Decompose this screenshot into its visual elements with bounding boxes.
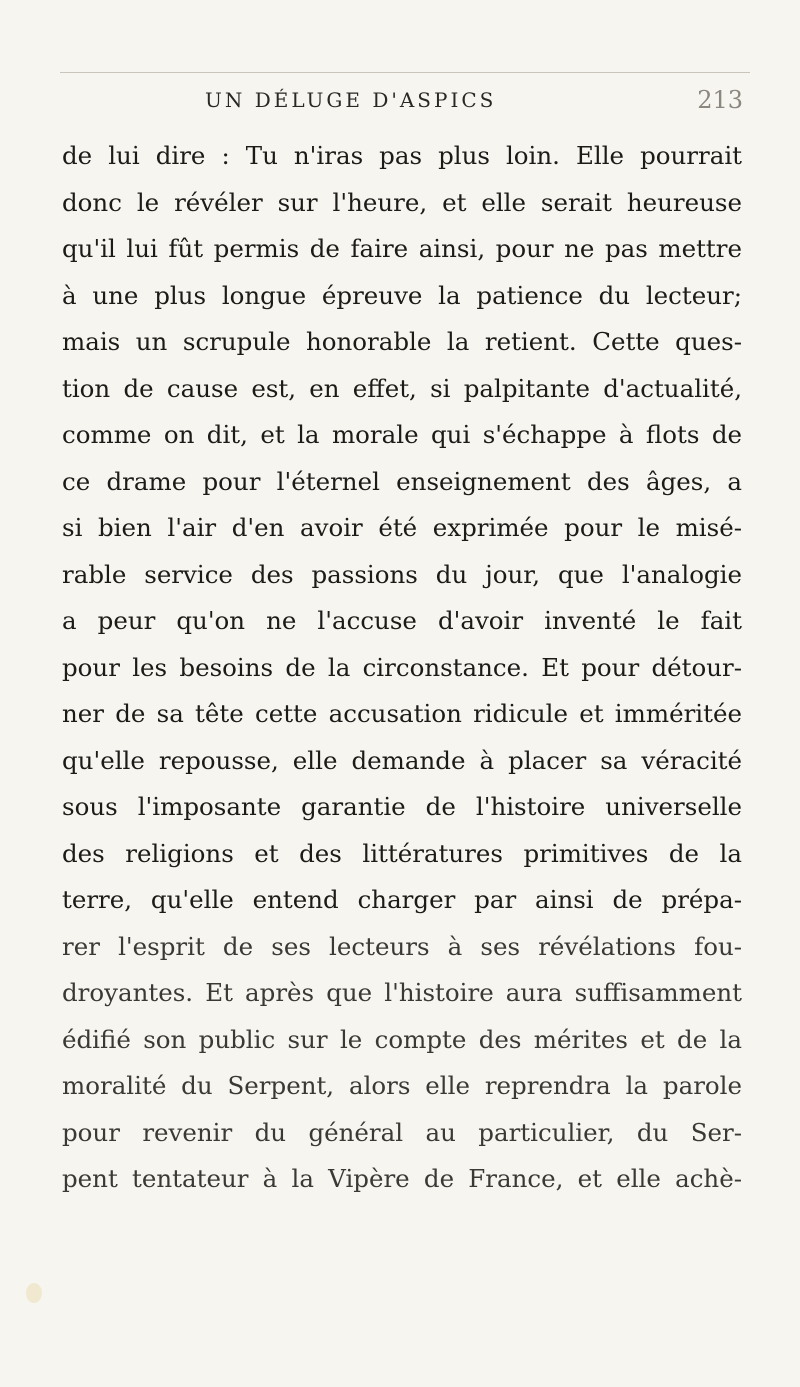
text-line: des religions et des littératures primitives de la	[62, 838, 742, 868]
text-line: qu'il lui fût permis de faire ainsi, pour ne pas mettre	[62, 234, 742, 263]
text-line: à une plus longue épreuve la patience du lecteur;	[62, 280, 742, 310]
body-text	[62, 133, 742, 1203]
text-line: de lui dire : Tu n'iras pas plus loin. Elle pourrait	[62, 141, 742, 170]
text-line: tion de cause est, en effet, si palpitante d'actualité,	[62, 373, 742, 403]
top-rule	[60, 72, 750, 73]
paper-stain	[26, 1283, 42, 1303]
text-line: comme on dit, et la morale qui s'échappe à flots de	[62, 420, 742, 449]
text-line: donc le révéler sur l'heure, et elle serait heureuse	[62, 187, 742, 217]
text-line: sous l'imposante garantie de l'histoire universelle	[62, 792, 742, 821]
running-head-title: UN DÉLUGE D'ASPICS	[205, 88, 497, 112]
text-line: a peur qu'on ne l'accuse d'avoir inventé le fait	[62, 606, 742, 635]
text-line: édifié son public sur le compte des mérites et de la	[62, 1024, 742, 1054]
running-head	[0, 84, 800, 118]
text-line: pour revenir du général au particulier, du Ser-	[62, 1117, 742, 1147]
text-line: pour les besoins de la circonstance. Et pour détour-	[62, 652, 742, 682]
text-line: ner de sa tête cette accusation ridicule et imméritée	[62, 699, 742, 728]
text-line: moralité du Serpent, alors elle reprendra la parole	[62, 1071, 742, 1100]
text-line: rable service des passions du jour, que l'analogie	[62, 559, 742, 589]
text-line: pent tentateur à la Vipère de France, et elle achè-	[62, 1164, 742, 1193]
text-line: mais un scrupule honorable la retient. Cette ques-	[62, 327, 742, 356]
page-number: 213	[697, 86, 743, 114]
text-line: ce drame pour l'éternel enseignement des âges, a	[62, 466, 742, 496]
text-line: droyantes. Et après que l'histoire aura suffisamment	[62, 978, 742, 1007]
text-line: rer l'esprit de ses lecteurs à ses révélations fou-	[62, 931, 742, 961]
text-line: si bien l'air d'en avoir été exprimée pour le misé-	[62, 513, 742, 542]
text-line: terre, qu'elle entend charger par ainsi de prépa-	[62, 885, 742, 914]
text-line: qu'elle repousse, elle demande à placer sa véracité	[62, 745, 742, 775]
